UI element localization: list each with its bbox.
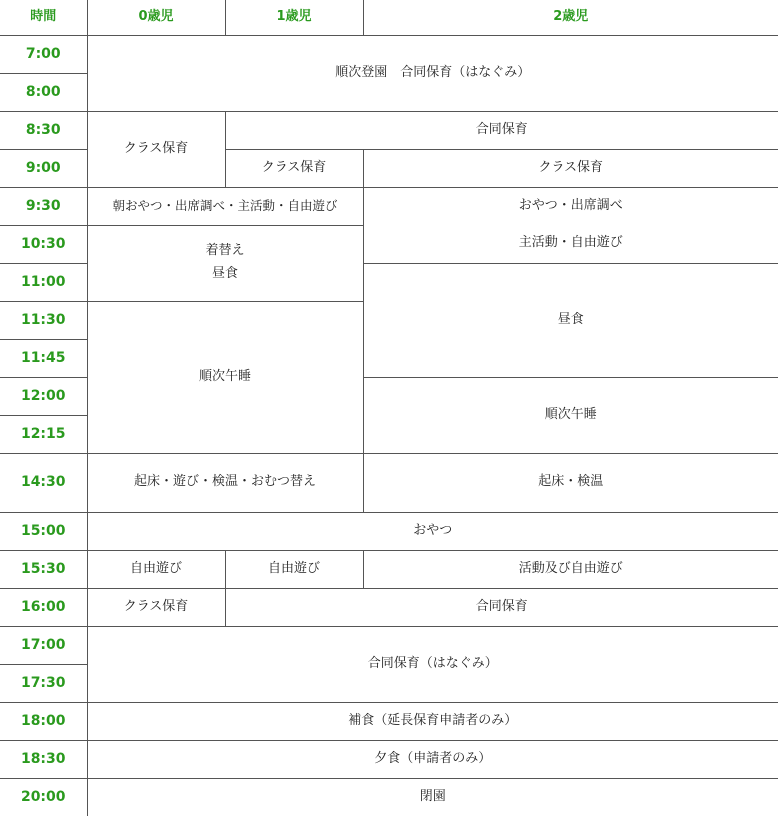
time-cell: 11:45 <box>0 339 87 377</box>
time-cell: 11:00 <box>0 263 87 301</box>
time-cell: 20:00 <box>0 778 87 816</box>
table-row <box>0 453 778 512</box>
activity-cell: クラス保育 <box>363 149 778 187</box>
activity-cell: 起床・検温 <box>363 453 778 512</box>
time-cell: 18:00 <box>0 702 87 740</box>
activity-cell: 閉園 <box>87 778 778 816</box>
activity-cell: 合同保育 <box>225 588 778 626</box>
table-row <box>0 35 778 73</box>
table-row <box>0 187 778 225</box>
activity-cell: 合同保育（はなぐみ） <box>87 626 778 702</box>
time-cell: 15:00 <box>0 512 87 550</box>
header-age-2: 2歳児 <box>363 0 778 35</box>
time-cell: 10:30 <box>0 225 87 263</box>
table-row <box>0 550 778 588</box>
activity-cell: 補食（延長保育申請者のみ） <box>87 702 778 740</box>
activity-cell: 活動及び自由遊び <box>363 550 778 588</box>
header-age-1: 1歳児 <box>225 0 363 35</box>
table-row <box>0 588 778 626</box>
table-row <box>0 778 778 816</box>
time-cell: 9:30 <box>0 187 87 225</box>
activity-cell: 自由遊び <box>225 550 363 588</box>
activity-text: 着替え <box>205 243 245 259</box>
time-cell: 17:00 <box>0 626 87 664</box>
time-cell: 8:30 <box>0 111 87 149</box>
activity-cell: 夕食（申請者のみ） <box>87 740 778 778</box>
activity-text: 昼食 <box>211 266 238 281</box>
activity-cell: クラス保育 <box>225 149 363 187</box>
activity-cell: 起床・遊び・検温・おむつ替え <box>87 453 363 512</box>
activity-cell: クラス保育 <box>87 588 225 626</box>
activity-cell <box>87 225 363 301</box>
activity-cell: 自由遊び <box>87 550 225 588</box>
table-row <box>0 225 778 263</box>
table-row <box>0 626 778 664</box>
activity-cell: 順次午睡 <box>363 377 778 453</box>
header-time: 時間 <box>0 0 87 35</box>
time-cell: 12:00 <box>0 377 87 415</box>
activity-cell: おやつ・出席調べ <box>363 187 778 225</box>
time-cell: 7:00 <box>0 35 87 73</box>
activity-cell: 順次登園 合同保育（はなぐみ） <box>87 35 778 111</box>
time-cell: 18:30 <box>0 740 87 778</box>
table-row <box>0 512 778 550</box>
time-cell: 17:30 <box>0 664 87 702</box>
time-cell: 14:30 <box>0 453 87 512</box>
activity-cell: クラス保育 <box>87 111 225 187</box>
time-cell: 9:00 <box>0 149 87 187</box>
activity-cell: 順次午睡 <box>87 301 363 453</box>
table-row <box>0 740 778 778</box>
table-row <box>0 702 778 740</box>
time-cell: 8:00 <box>0 73 87 111</box>
activity-cell: 合同保育 <box>225 111 778 149</box>
table-row <box>0 111 778 149</box>
time-cell: 15:30 <box>0 550 87 588</box>
time-cell: 16:00 <box>0 588 87 626</box>
activity-cell: おやつ <box>87 512 778 550</box>
activity-cell: 朝おやつ・出席調べ・主活動・自由遊び <box>87 187 363 225</box>
time-cell: 11:30 <box>0 301 87 339</box>
activity-cell: 昼食 <box>363 263 778 377</box>
activity-cell: 主活動・自由遊び <box>363 225 778 263</box>
header-age-0: 0歳児 <box>87 0 225 35</box>
time-cell: 12:15 <box>0 415 87 453</box>
